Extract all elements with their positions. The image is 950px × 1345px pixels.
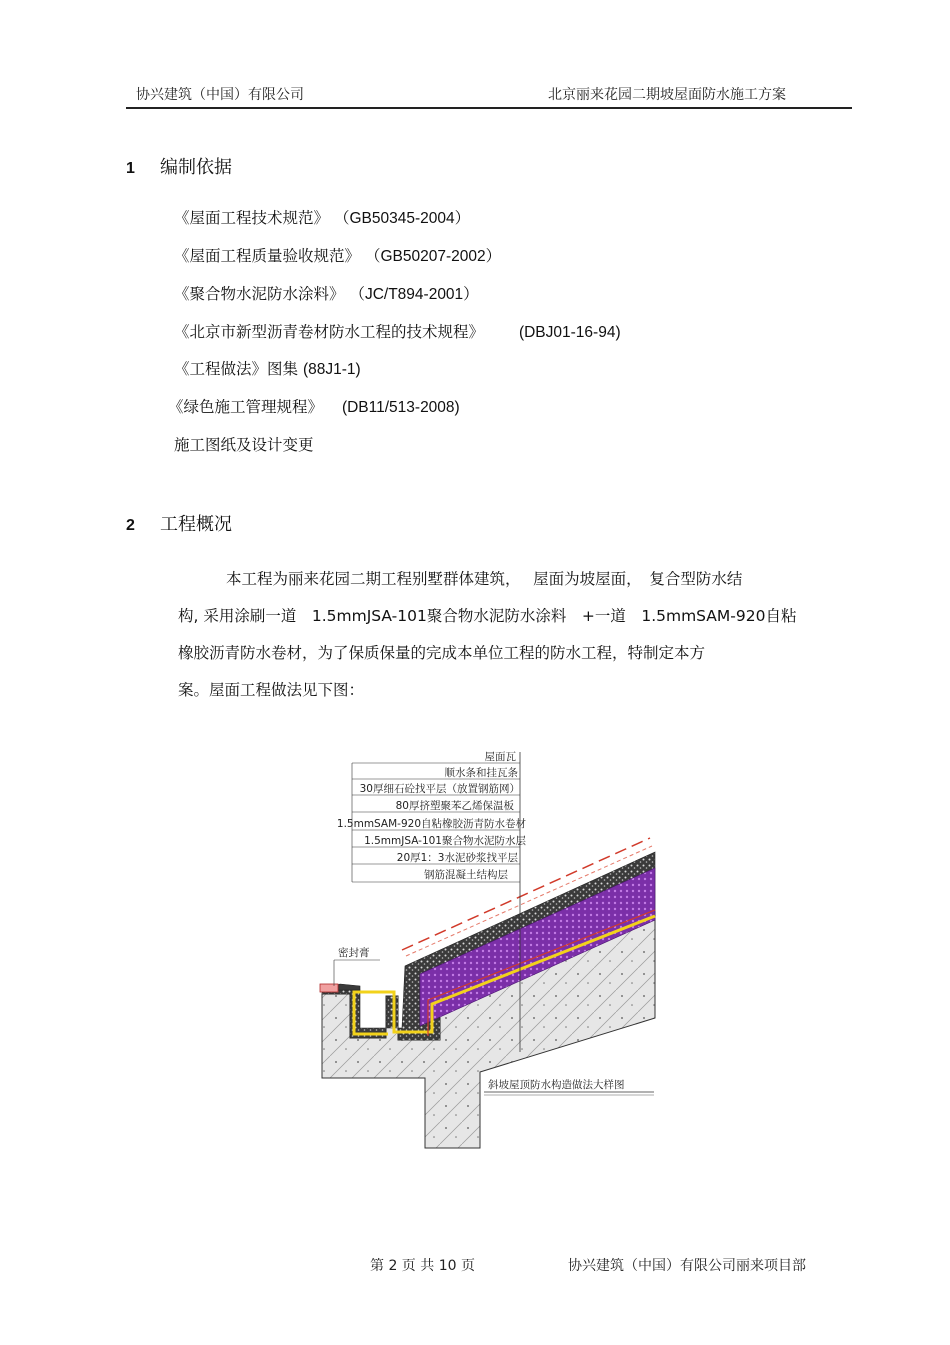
sealant-label: 密封膏	[338, 947, 370, 959]
header-company: 协兴建筑（中国）有限公司	[136, 87, 304, 103]
ref-item: 《工程做法》图集 (88J1-1)	[174, 360, 361, 378]
layer-label: 顺水条和挂瓦条	[444, 767, 518, 779]
section-2-title: 工程概况	[160, 514, 232, 535]
footer-page-info: 第 2 页 共 10 页	[370, 1258, 475, 1274]
paragraph-line: 构, 采用涂刷一道 1.5mmJSA-101聚合物水泥防水涂料 +一道 1.5mmSAM-920自粘	[178, 607, 797, 625]
layer-label: 钢筋混凝土结构层	[424, 869, 508, 881]
header-doc-title: 北京丽来花园二期坡屋面防水施工方案	[548, 87, 786, 103]
ref-item: 《屋面工程质量验收规范》 （GB50207-2002）	[174, 247, 502, 265]
paragraph-line: 本工程为丽来花园二期工程别墅群体建筑， 屋面为坡屋面， 复合型防水结	[226, 570, 743, 588]
ref-item: 施工图纸及设计变更	[174, 436, 314, 454]
ref-item: 《聚合物水泥防水涂料》 （JC/T894-2001）	[174, 285, 479, 303]
paragraph-line: 案。屋面工程做法见下图：	[178, 681, 365, 699]
section-1-title: 编制依据	[160, 157, 232, 178]
footer-dept: 协兴建筑（中国）有限公司丽来项目部	[568, 1258, 806, 1274]
layer-label: 屋面瓦	[484, 751, 516, 763]
layer-label: 1.5mmJSA-101聚合物水泥防水层	[364, 835, 526, 847]
section-2-number: 2	[126, 517, 135, 534]
ref-item: 《绿色施工管理规程》 (DB11/513-2008)	[168, 398, 460, 416]
sealant	[320, 984, 338, 992]
paragraph-line: 橡胶沥青防水卷材，为了保质保量的完成本单位工程的防水工程，特制定本方	[178, 644, 706, 662]
layer-label: 20厚1：3水泥砂浆找平层	[396, 852, 518, 864]
section-1-number: 1	[126, 160, 135, 177]
layer-label: 80厚挤塑聚苯乙烯保温板	[395, 800, 514, 812]
ref-item: 《北京市新型沥青卷材防水工程的技术规程》 (DBJ01-16-94)	[174, 323, 621, 341]
layer-label: 1.5mmSAM-920自粘橡胶沥青防水卷材	[336, 818, 526, 830]
diagram-caption: 斜坡屋顶防水构造做法大样图	[488, 1079, 625, 1091]
layer-label: 30厚细石砼找平层（放置钢筋网）	[359, 783, 520, 795]
ref-item: 《屋面工程技术规范》 （GB50345-2004）	[174, 209, 471, 227]
